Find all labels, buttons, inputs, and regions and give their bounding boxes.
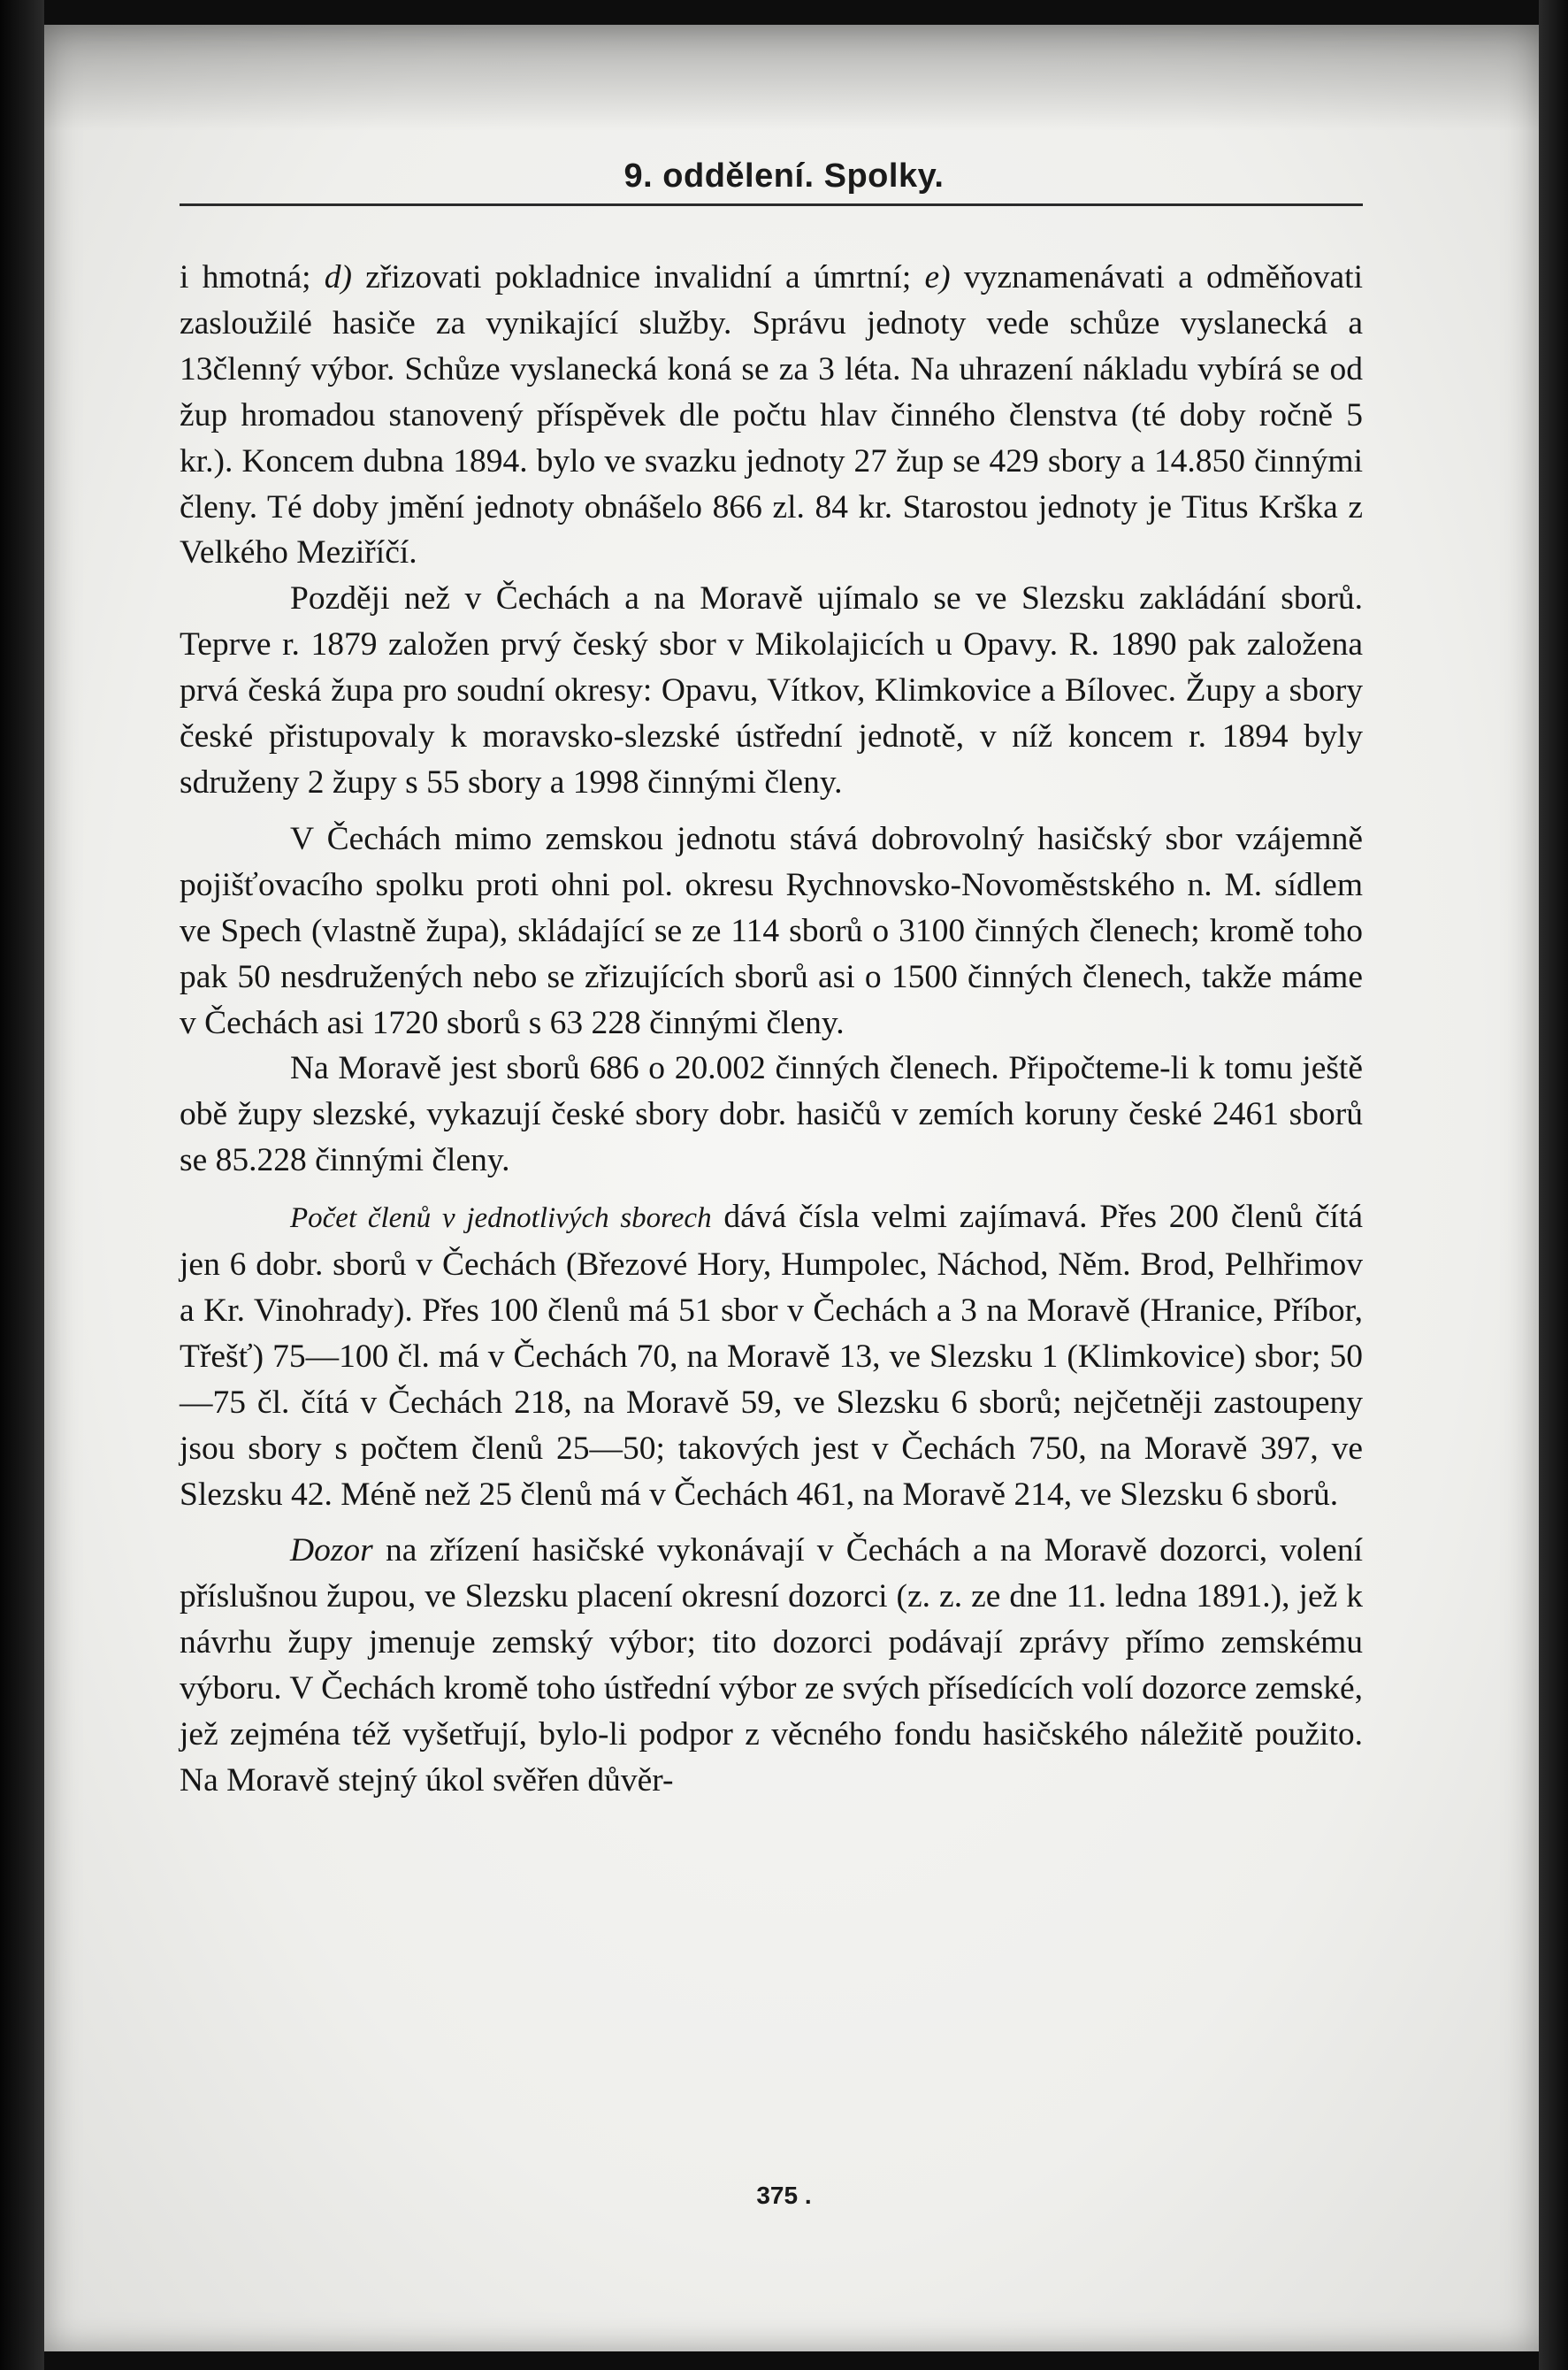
scan-top-shadow [44, 25, 1539, 131]
scan-right-edge [1539, 0, 1568, 2370]
scan-left-edge [0, 0, 44, 2370]
paragraph-3: V Čechách mimo zemskou jednotu stává dobrovolný hasičský sbor vzájemně pojišťovacího spolku proti ohni pol. okresu Rychnovsko-Novoměstského n. M. sídlem ve Spech (vlastně župa), skládající se ze 114 sborů o 3100 činných členech; kromě toho pak 50 nesdružených nebo se zřizujících sborů asi o 1500 činných členech, takže máme v Čechách asi 1720 sborů s 63 228 činnými členy. [180, 820, 1363, 1041]
header-rule [180, 203, 1363, 206]
paragraph-1: i hmotná; d) zřizovati pokladnice invalidní a úmrtní; e) vyznamenávati a odměňovati zasloužilé hasiče za vynikající služby. Správu jednoty vede schůze vyslanecká a 13členný výbor. Schůze vyslanecká koná se za 3 léta. Na uhrazení nákladu vybírá se od žup hromadou stanovený příspěvek dle počtu hlav činného členstva (té doby ročně 5 kr.). Koncem dubna 1894. bylo ve svazku jednoty 27 žup se 429 sbory a 14.850 činnými členy. Té doby jmění jednoty obnášelo 866 zl. 84 kr. Starostou jednoty je Titus Krška z Velkého Meziříčí. [180, 259, 1363, 571]
enum-e: e) [924, 259, 951, 295]
paragraph-6: Dozor na zřízení hasičské vykonávají v Čechách a na Moravě dozorci, volení příslušnou župou, ve Slezsku placení okresní dozorci (z. z. ze dne 11. ledna 1891.), jež k návrhu župy jmenuje zemský výbor; tito dozorci podávají zprávy přímo zemskému výboru. V Čechách kromě toho ústřední výbor ze svých přísedících volí dozorce zemské, jež zejména též vyšetřují, bylo-li podpor z věcného fondu hasičského náležitě použito. Na Moravě stejný úkol svěřen důvěr- [180, 1532, 1363, 1799]
paragraph-4: Na Moravě jest sborů 686 o 20.002 činných členech. Připočteme-li k tomu ještě obě župy slezské, vykazují české sbory dobr. hasičů v zemích koruny české 2461 sborů se 85.228 činnými členy. [180, 1050, 1363, 1179]
italic-lead-dozor: Dozor [290, 1532, 373, 1569]
body-text [180, 255, 1363, 1804]
enum-d: d) [324, 259, 353, 295]
page-number: 375 . [756, 2182, 812, 2209]
paragraph-5: Počet členů v jednotlivých sborech dává čísla velmi zajímavá. Přes 200 členů čítá jen 6 dobr. sborů v Čechách (Březové Hory, Humpolec, Náchod, Něm. Brod, Pelhřimov a Kr. Vinohrady). Přes 100 členů má 51 sbor v Čechách a 3 na Moravě (Hranice, Příbor, Třešť) 75—100 čl. má v Čechách 70, na Moravě 13, ve Slezsku 1 (Klimkovice) sbor; 50—75 čl. čítá v Čechách 218, na Moravě 59, ve Slezsku 6 sborů; nejčetněji zastoupeny jsou sbory s počtem členů 25—50; takových jest v Čechách 750, na Moravě 397, ve Slezsku 42. Méně než 25 členů má v Čechách 461, na Moravě 214, ve Slezsku 6 sborů. [180, 1199, 1364, 1513]
italic-lead-pocet-clenu: Počet členů v jednotlivých sborech [290, 1202, 712, 1235]
running-header: 9. oddělení. Spolky. [623, 157, 945, 195]
paragraph-2: Později než v Čechách a na Moravě ujímalo se ve Slezsku zakládání sborů. Teprve r. 1879 založen prvý český sbor v Mikolajicích u Opavy. R. 1890 pak založena prvá česká župa pro soudní okresy: Opavu, Vítkov, Klimkovice a Bílovec. Župy a sbory české přistupovaly k moravsko-slezské ústřední jednotě, v níž koncem r. 1894 byly sdruženy 2 župy s 55 sbory a 1998 činnými členy. [180, 580, 1363, 801]
